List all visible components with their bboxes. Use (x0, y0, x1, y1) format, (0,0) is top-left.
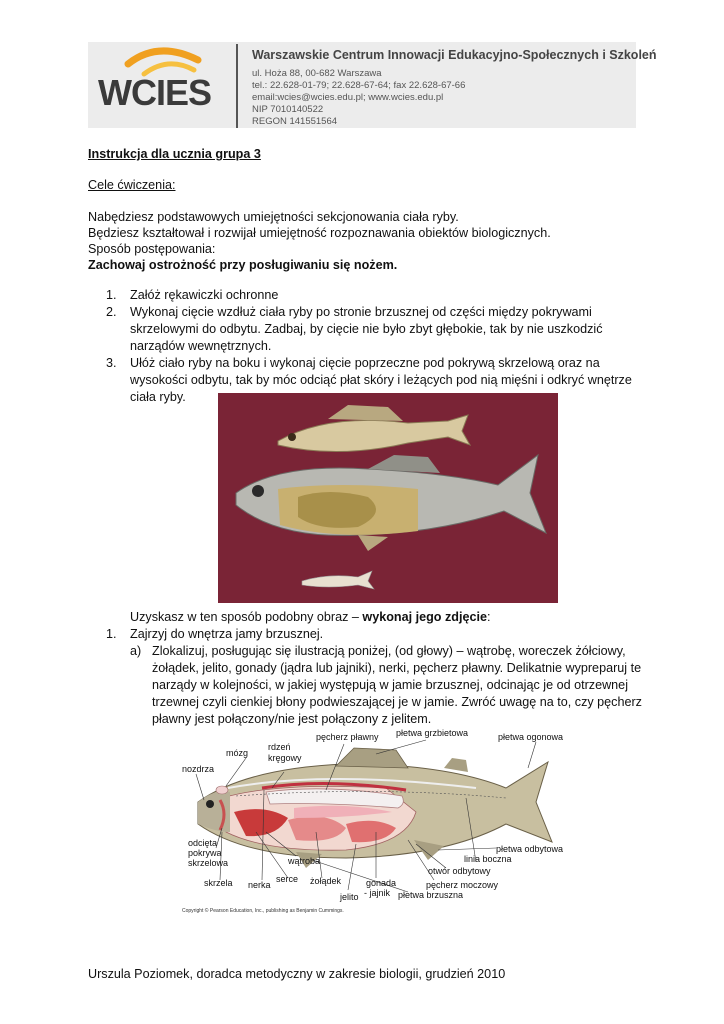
step-3-line: wysokości odbytu, tak by móc odciąć płat skóry i leżących pod nią mięśni i odkryć wnętrze (130, 373, 632, 387)
tiny-fish-image (302, 571, 374, 589)
small-fish-image (278, 405, 470, 452)
label-gonada: gonada (366, 878, 397, 888)
label-pecherz-plawny: pęcherz pławny (316, 732, 379, 742)
org-name: Warszawskie Centrum Innowacji Edukacyjno-Społecznych i Szkoleń (252, 48, 657, 62)
large-fish-image (236, 455, 546, 551)
org-regon: REGON 141551564 (252, 116, 338, 127)
step-number: 1. (106, 627, 117, 641)
label-odcieta-3: skrzelowa (188, 858, 229, 868)
letterhead (88, 42, 657, 128)
wcies-logo (88, 42, 234, 128)
step-inspect: Zajrzyj do wnętrza jamy brzusznej. (130, 627, 324, 641)
result-text-bold: wykonaj jego zdjęcie (362, 610, 488, 624)
org-address: ul. Hoża 88, 00-682 Warszawa (252, 68, 382, 79)
sub-step-line: narządy w kolejności, w jakiej występują w jamie brzusznej, odcinając je od otrzewnej (152, 678, 628, 692)
step-2-line: Wykonaj cięcie wzdłuż ciała ryby po stronie brzusznej od części między pokrywami (130, 305, 592, 319)
fish-anatomy-diagram (176, 728, 596, 920)
step-number: 2. (106, 305, 117, 319)
document-title: Instrukcja dla ucznia grupa 3 (88, 147, 261, 161)
sub-step-line: żołądek, jelito, gonady (jądra lub jajniki), nerki, pęcherz pławny. Delikatnie wypreparuj te (152, 661, 642, 675)
label-otwor-odbytowy: otwór odbytowy (428, 866, 491, 876)
diagram-copyright: Copyright © Pearson Education, Inc., publishing as Benjamin Cummings. (182, 908, 344, 914)
label-linia-boczna: linia boczna (464, 854, 512, 864)
safety-warning: Zachowaj ostrożność przy posługiwaniu się nożem. (88, 258, 398, 272)
result-text-suffix: : (487, 610, 491, 624)
label-zoladek: żołądek (310, 876, 342, 886)
step-2-line: narządów wewnętrznych. (130, 339, 272, 353)
org-nip: NIP 7010140522 (252, 104, 324, 115)
sub-step-line: Zlokalizuj, posługując się ilustracją poniżej, (od głowy) – wątrobę, woreczek żółciowy, (152, 644, 626, 658)
label-pletwa-grzbietowa: płetwa grzbietowa (396, 728, 469, 738)
label-odcieta: odcięta (188, 838, 218, 848)
sub-step-letter: a) (130, 644, 142, 658)
result-text: Uzyskasz w ten sposób podobny obraz – (130, 610, 363, 624)
label-jajnik: - jajnik (364, 888, 391, 898)
dissected-fish-photo (218, 393, 558, 603)
result-instruction (130, 609, 491, 625)
step-3-line: ciała ryby. (130, 390, 186, 404)
label-pletwa-brzuszna: płetwa brzuszna (398, 890, 464, 900)
label-serce: serce (276, 874, 299, 884)
logo-text: WCIES (98, 72, 212, 113)
header-divider (236, 44, 238, 128)
step-number: 3. (106, 356, 117, 370)
label-nerka: nerka (248, 880, 271, 890)
label-pletwa-odbytowa: płetwa odbytowa (496, 844, 564, 854)
label-rdzen: rdzeń (268, 742, 291, 752)
sub-step-line: trzewnej czyli cienkiej błony podwieszającej je w jamie. Zwróć uwagę na to, czy pęcherz (152, 695, 642, 709)
label-skrzela: skrzela (204, 878, 233, 888)
label-odcieta-2: pokrywa (188, 848, 222, 858)
step-3-line: Ułóż ciało ryby na boku i wykonaj cięcie poprzeczne pod pokrywą skrzelową oraz na (130, 356, 600, 370)
org-email: email:wcies@wcies.edu.pl; www.wcies.edu.pl (252, 92, 444, 103)
footer-author: Urszula Poziomek, doradca metodyczny w zakresie biologii, grudzień 2010 (88, 967, 506, 981)
label-pletwa-ogonowa: płetwa ogonowa (498, 732, 564, 742)
procedure-heading: Sposób postępowania: (88, 242, 216, 256)
label-rdzen-2: kręgowy (268, 753, 302, 763)
org-phones: tel.: 22.628-01-79; 22.628-67-64; fax 22.628-67-66 (252, 80, 466, 91)
label-mozg: mózg (226, 748, 249, 758)
label-pecherz-moczowy: pęcherz moczowy (426, 880, 499, 890)
step-1-line: Załóż rękawiczki ochronne (130, 288, 279, 302)
goal-1: Nabędziesz podstawowych umiejętności sekcjonowania ciała ryby. (88, 210, 459, 224)
label-jelito: jelito (340, 892, 359, 902)
label-nozdrza: nozdrza (182, 764, 215, 774)
label-watroba: wątroba (288, 856, 321, 866)
goal-2: Będziesz kształtował i rozwijał umiejętność rozpoznawania obiektów biologicznych. (88, 226, 551, 240)
step-2-line: skrzelowymi do odbytu. Zadbaj, by cięcie nie było zbyt głębokie, tak by nie uszkodzić (130, 322, 603, 336)
goals-heading: Cele ćwiczenia: (88, 178, 176, 192)
sub-step-line: pławny jest połączony/nie jest połączony z jelitem. (152, 712, 432, 726)
step-number: 1. (106, 288, 117, 302)
